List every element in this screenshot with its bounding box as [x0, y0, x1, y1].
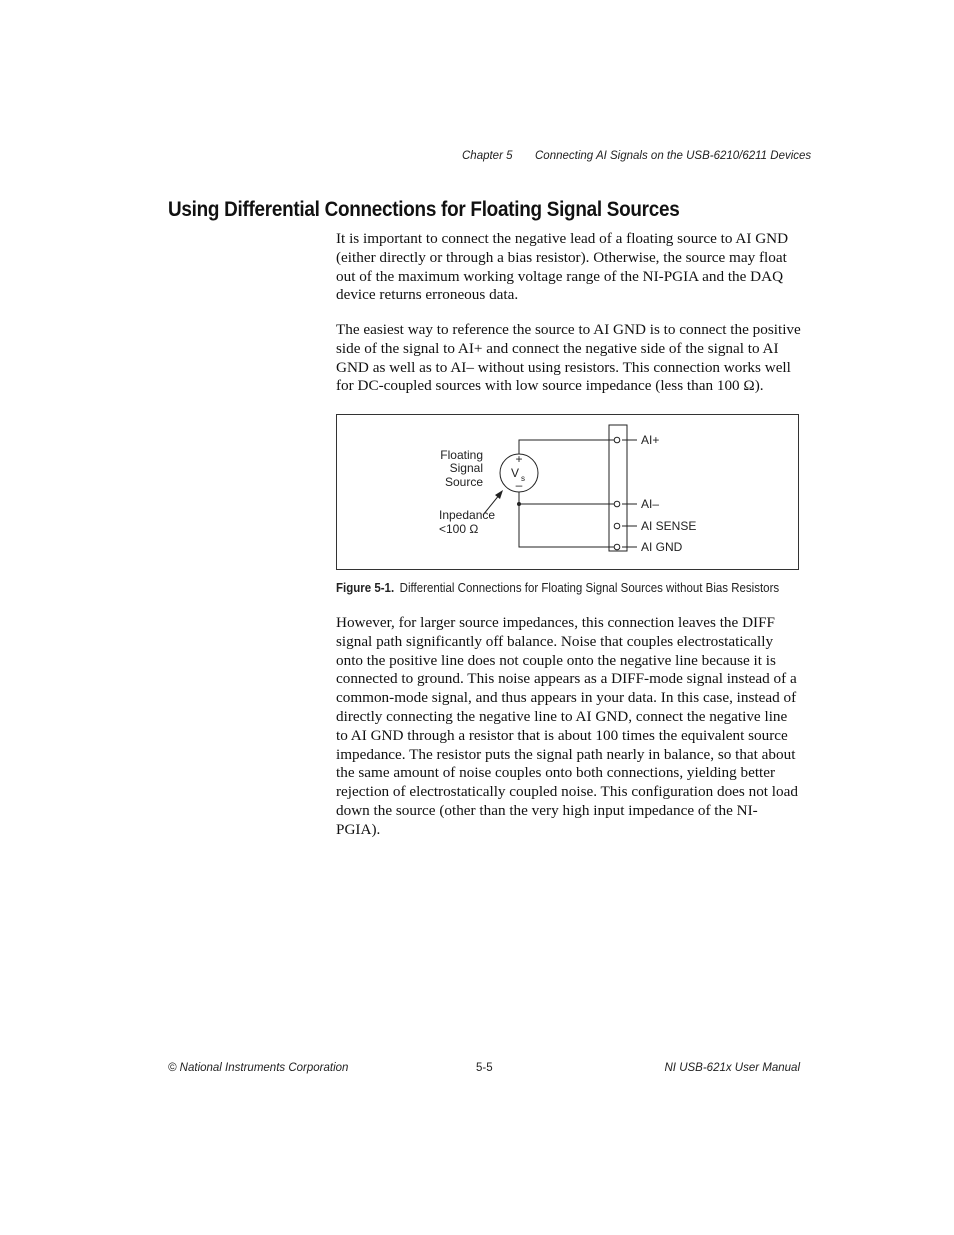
footer-copyright: © National Instruments Corporation — [168, 1062, 349, 1074]
footer-page-number: 5-5 — [476, 1062, 493, 1074]
paragraph-2: The easiest way to reference the source to AI GND is to connect the positive side of the signal to AI+ and connect the negative side of the signal to AI GND as well as to AI– without using resistors. This connection works well for DC-coupled sources with low source impedance (less than 100 Ω). — [336, 321, 801, 395]
wire-positive — [519, 440, 614, 455]
figure-caption — [336, 581, 779, 595]
circuit-diagram — [337, 415, 800, 571]
figure-caption-label: Figure 5-1. — [336, 581, 395, 595]
footer-manual-title: NI USB-621x User Manual — [664, 1062, 800, 1074]
terminal-ai-sense — [614, 523, 620, 529]
section-title: Using Differential Connections for Floating Signal Sources — [168, 198, 680, 221]
terminal-ai-gnd — [614, 544, 620, 550]
source-vs-subscript: s — [521, 474, 525, 483]
source-minus: – — [515, 478, 523, 492]
terminal-block — [609, 425, 627, 551]
label-ai-sense: AI SENSE — [641, 519, 697, 533]
junction-dot — [517, 502, 521, 506]
terminal-ai-minus — [614, 501, 620, 507]
label-floating: Floating — [440, 448, 483, 462]
figure-diagram — [336, 414, 799, 570]
label-ai-gnd: AI GND — [641, 540, 683, 554]
paragraph-3: However, for larger source impedances, this connection leaves the DIFF signal path significantly off balance. Noise that couples electrostatically onto the positive line does not couple onto the negative line because it is connected to ground. This noise appears as a DIFF-mode signal instead of a common-mode signal, and thus appears in your data. In this case, instead of directly connecting the negative line to AI GND, connect the negative line to AI GND through a resistor that is about 100 times the equivalent source impedance. The resistor puts the signal path nearly in balance, so that about the same amount of noise couples onto both connections, yielding better rejection of electrostatically coupled noise. This configuration does not load down the source (other than the very high input impedance of the NI-PGIA). — [336, 614, 798, 838]
paragraph-1: It is important to connect the negative lead of a floating source to AI GND (either directly or through a bias resistor). Otherwise, the source may float out of the maximum working voltage range of the NI-PGIA and the DAQ device returns erroneous data. — [336, 230, 789, 304]
source-plus: + — [515, 452, 523, 466]
header-chapter: Chapter 5 — [462, 150, 513, 162]
label-signal: Signal — [449, 461, 483, 475]
figure-caption-text: Differential Connections for Floating Signal Sources without Bias Resistors — [399, 581, 780, 595]
label-impedance-value: <100 Ω — [439, 522, 479, 536]
header-chapter-title: Connecting AI Signals on the USB-6210/6211 Devices — [535, 150, 812, 162]
wire-ground — [519, 504, 614, 547]
label-impedance: Inpedance — [439, 508, 496, 522]
label-ai-minus: AI– — [641, 497, 660, 511]
terminal-ai-plus — [614, 437, 620, 443]
wire-negative — [519, 491, 614, 504]
label-ai-plus: AI+ — [641, 433, 660, 447]
impedance-arrowhead — [495, 490, 503, 499]
source-vs: V — [510, 466, 520, 480]
label-source: Source — [444, 475, 483, 489]
